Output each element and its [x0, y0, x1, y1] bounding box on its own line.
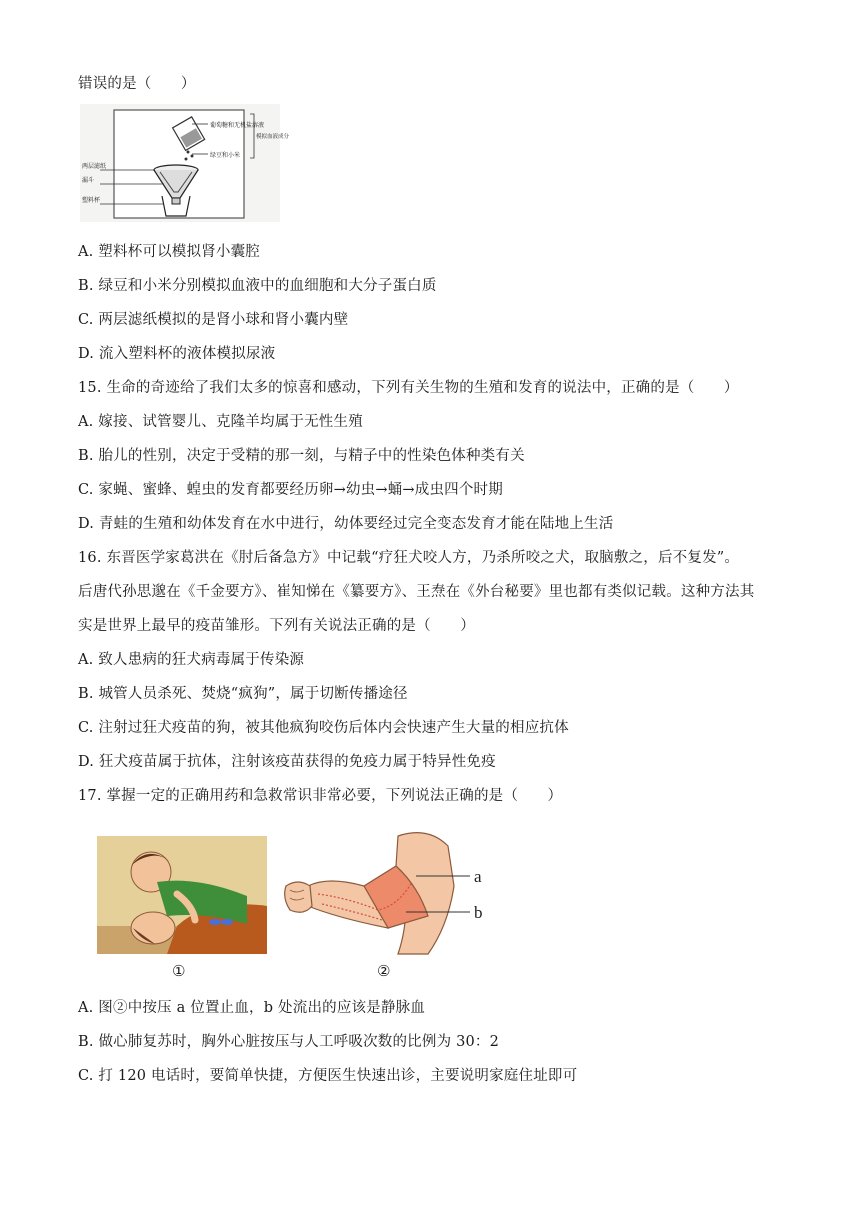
cpr-illustration: [97, 836, 267, 954]
label-cup: 塑料杯: [82, 197, 101, 204]
q17-stem: 17. 掌握一定的正确用药和急救常识非常必要，下列说法正确的是（ ）: [78, 788, 563, 804]
arm-bleeding-illustration: [278, 826, 510, 956]
label-beans: 绿豆和小米: [210, 152, 241, 159]
label-a: a: [474, 867, 482, 886]
q14-option-b: B. 绿豆和小米分别模拟血液中的血细胞和大分子蛋白质: [78, 278, 437, 294]
q16-stem-line-3: 实是世界上最早的疫苗雏形。下列有关说法正确的是（ ）: [78, 618, 475, 634]
figure-caption-1: ①: [172, 962, 186, 980]
q16-option-c: C. 注射过狂犬疫苗的狗，被其他疯狗咬伤后体内会快速产生大量的相应抗体: [78, 720, 569, 736]
label-blood: 模拟血液成分: [256, 134, 290, 140]
q15-stem: 15. 生命的奇迹给了我们太多的惊喜和感动，下列有关生物的生殖和发育的说法中，正确的是（ ）: [78, 380, 739, 396]
q15-option-d: D. 青蛙的生殖和幼体发育在水中进行，幼体要经过完全变态发育才能在陆地上生活: [78, 516, 614, 532]
figure-caption-2: ②: [377, 962, 391, 980]
q14-option-a: A. 塑料杯可以模拟肾小囊腔: [78, 244, 260, 260]
label-solution: 葡萄糖和无机盐溶液: [210, 122, 265, 129]
q16-option-b: B. 城管人员杀死、焚烧“疯狗”，属于切断传播途径: [78, 686, 408, 702]
label-paper: 两层滤纸: [82, 163, 107, 170]
q14-option-d: D. 流入塑料杯的液体模拟尿液: [78, 346, 276, 362]
q17-option-b: B. 做心肺复苏时，胸外心脏按压与人工呼吸次数的比例为 30：2: [78, 1034, 500, 1050]
q15-option-c: C. 家蝇、蜜蜂、蝗虫的发育都要经历卵→幼虫→蛹→成虫四个时期: [78, 482, 503, 498]
q14-stem-tail: 错误的是（ ）: [78, 76, 196, 92]
q15-option-a: A. 嫁接、试管婴儿、克隆羊均属于无性生殖: [78, 414, 363, 430]
q15-option-b: B. 胎儿的性别，决定于受精的那一刻，与精子中的性染色体种类有关: [78, 448, 525, 464]
q17-option-c: C. 打 120 电话时，要简单快捷，方便医生快速出诊，主要说明家庭住址即可: [78, 1068, 578, 1084]
q17-option-a: A. 图②中按压 a 位置止血，b 处流出的应该是静脉血: [78, 1000, 426, 1016]
label-b: b: [474, 903, 483, 922]
q16-stem-line-2: 后唐代孙思邈在《千金要方》、崔知悌在《纂要方》、王焘在《外台秘要》里也都有类似记载。这种方法其: [78, 584, 755, 600]
q14-option-c: C. 两层滤纸模拟的是肾小球和肾小囊内壁: [78, 312, 349, 328]
q16-stem-line-1: 16. 东晋医学家葛洪在《肘后备急方》中记载“疗狂犬咬人方，乃杀所咬之犬，取脑敷之，后不复发”。: [78, 550, 740, 566]
q16-option-d: D. 狂犬疫苗属于抗体，注射该疫苗获得的免疫力属于特异性免疫: [78, 754, 496, 770]
q16-option-a: A. 致人患病的狂犬病毒属于传染源: [78, 652, 305, 668]
filtration-model-figure: [80, 104, 290, 222]
label-funnel: 漏斗: [82, 177, 95, 184]
